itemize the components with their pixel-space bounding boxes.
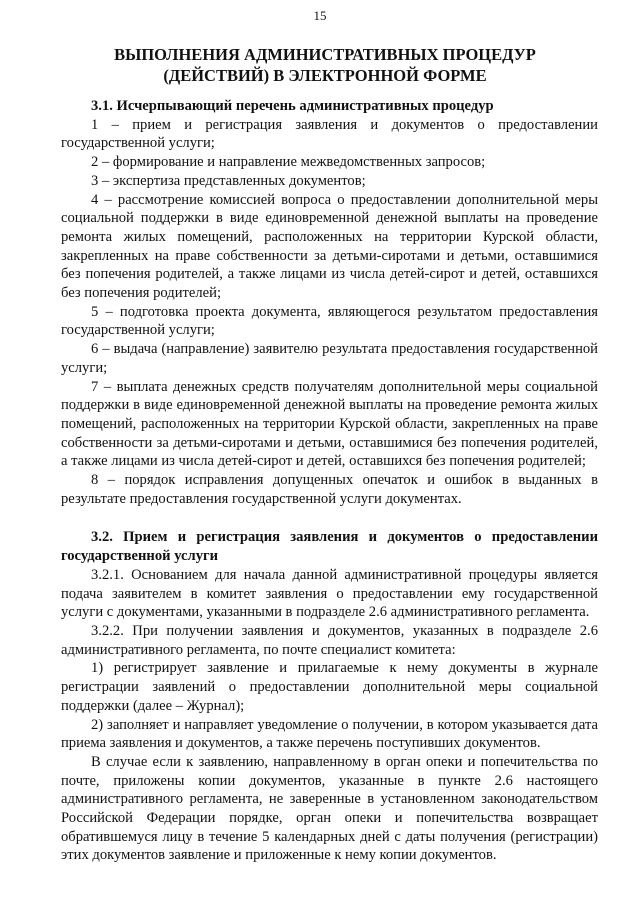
section-heading-3-2: 3.2. Прием и регистрация заявления и документов о предоставлении государственной услуги: [61, 529, 598, 565]
paragraph: 3.2.2. При получении заявления и документов, указанных в подразделе 2.6 административного регламента, по почте специалист комитета:: [61, 622, 598, 658]
list-item: 5 – подготовка проекта документа, являющегося результатом предоставления государственной услуги;: [61, 303, 598, 339]
list-item: 8 – порядок исправления допущенных опечаток и ошибок в выданных в результате предоставления государственной услуги документах.: [61, 472, 598, 507]
paragraph: 1) регистрирует заявление и прилагаемые к нему документы в журнале регистрации заявлений о предоставлении дополнительной меры социальной поддержки (далее – Журнал);: [61, 660, 598, 714]
section-spacer: [61, 508, 598, 528]
list-item: 1 – прием и регистрация заявления и документов о предоставлении государственной услуги;: [61, 116, 598, 152]
list-item: 2 – формирование и направление межведомственных запросов;: [91, 154, 486, 171]
page-number: 15: [313, 8, 327, 23]
document-body: [61, 97, 598, 865]
paragraph: 3.2.1. Основанием для начала данной административной процедуры является подача заявителем в комитет заявления о предоставлении ему государственной услуги с документами, указанными в подразделе 2.6 административного регламента.: [61, 566, 598, 621]
list-item: 7 – выплата денежных средств получателям дополнительной меры социальной поддержки в виде единовременной денежной выплаты на проведение ремонта жилых помещений, расположенных на территории Курской области, закрепленных на праве собственности за детьми-сиротами и детьми, оставшимися без попечения родителей, а также лицами из числа детей-сирот и детей, оставшихся без попечения родителей;: [61, 378, 598, 470]
list-item: 4 – рассмотрение комиссией вопроса о предоставлении дополнительной меры социальной поддержки в виде единовременной денежной выплаты на проведение ремонта жилых помещений, расположенных на территории Курской области, закрепленных на праве собственности за детьми-сиротами и детьми, оставшимися без попечения родителей, а также лицами из числа детей-сирот и детей, оставшихся без попечения родителей;: [61, 191, 598, 302]
paragraph: 2) заполняет и направляет уведомление о получении, в котором указывается дата приема заявления и документов, а также перечень поступивших документов.: [61, 716, 598, 752]
list-item: 6 – выдача (направление) заявителю результата предоставления государственной услуги;: [61, 341, 598, 376]
list-item: 3 – экспертиза представленных документов;: [91, 172, 366, 189]
section-heading-3-1: 3.1. Исчерпывающий перечень административных процедур: [91, 98, 494, 114]
paragraph: В случае если к заявлению, направленному в орган опеки и попечительства по почте, приложены копии документов, указанные в пункте 2.6 настоящего административного регламента, не заверенные в установленном законодательством Российской Федерации порядке, орган опеки и попечительства возвращает обратившемуся лицу в течение 5 календарных дней с даты получения (регистрации) этих документов заявление и приложенные к нему копии документов.: [61, 753, 598, 864]
document-title: ВЫПОЛНЕНИЯ АДМИНИСТРАТИВНЫХ ПРОЦЕДУР (ДЕЙСТВИЙ) В ЭЛЕКТРОННОЙ ФОРМЕ: [114, 45, 536, 85]
